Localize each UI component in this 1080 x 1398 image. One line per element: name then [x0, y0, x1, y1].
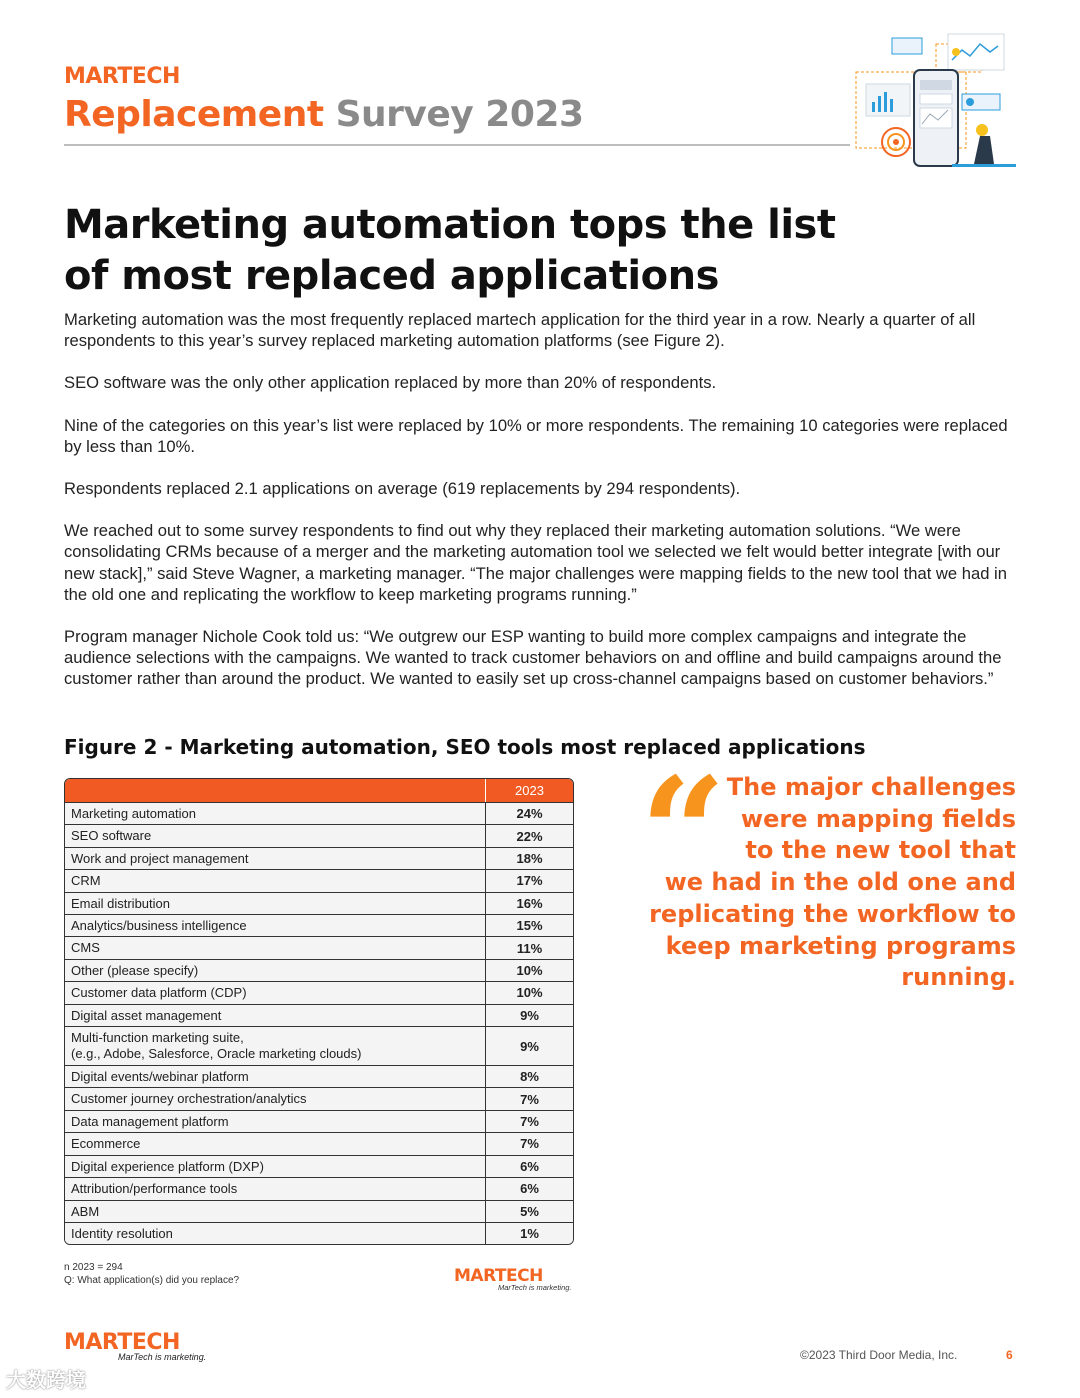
table-row — [65, 1222, 573, 1244]
application-name-text: SEO software — [71, 828, 152, 844]
application-name-text: Customer data platform (CDP) — [71, 985, 247, 1001]
application-name — [65, 803, 486, 824]
sample-size-note: n 2023 = 294 — [64, 1262, 123, 1273]
application-name-text: ABM — [71, 1203, 100, 1219]
replacement-percentage: 24% — [516, 806, 543, 822]
martech-footer-logo — [64, 1330, 207, 1362]
replacement-percentage: 22% — [516, 828, 543, 844]
application-name-text: Customer journey orchestration/analytics — [71, 1091, 307, 1107]
survey-question-note: Q: What application(s) did you replace? — [64, 1275, 240, 1286]
application-name-text: CMS — [71, 940, 100, 956]
pull-quote-line: running. — [901, 963, 1016, 992]
page-heading — [64, 200, 964, 302]
martech-logo-small — [454, 1266, 572, 1292]
replaced-applications-table — [64, 778, 574, 1245]
page-heading-line1: Marketing automation tops the list — [64, 202, 836, 248]
table-row — [65, 1155, 573, 1177]
application-name-text: CRM — [71, 873, 101, 889]
application-name-text: Ecommerce — [71, 1136, 141, 1152]
application-name-text: Digital asset management — [71, 1007, 222, 1023]
application-name-text: Attribution/performance tools — [71, 1181, 238, 1197]
application-name-text: Work and project management — [71, 850, 249, 866]
figure-title: Figure 2 - Marketing automation, SEO tools most replaced applications — [64, 735, 866, 759]
table-row — [65, 1065, 573, 1087]
pull-quote-line: replicating the workflow to — [649, 899, 1016, 928]
table-row — [65, 1110, 573, 1132]
page-heading-line2: of most replaced applications — [64, 253, 719, 299]
replacement-percentage: 7% — [520, 1136, 539, 1152]
application-name-text: Analytics/business intelligence — [71, 918, 247, 934]
table-row — [65, 824, 573, 846]
application-name — [65, 960, 486, 981]
application-name — [65, 1133, 486, 1154]
application-name — [65, 1005, 486, 1026]
replacement-percentage: 16% — [516, 895, 543, 911]
application-name — [65, 915, 486, 936]
table-row — [65, 981, 573, 1003]
table-row — [65, 914, 573, 936]
replacement-percentage: 1% — [520, 1226, 539, 1242]
application-name — [65, 937, 486, 958]
paragraph: We reached out to some survey respondents to find out why they replaced their marketing automation solutions. “We were consolidating CRMs because of a merger and the marketing automation tool we selected we felt would better integrate [with our new stack],” said Steve Wagner, a marketing manager. “The major challenges were mapping fields to the new tool that we had in the old one and replicating the workflow to keep marketing programs running.” — [64, 521, 1007, 604]
replacement-percentage: 5% — [520, 1203, 539, 1219]
page-number: 6 — [1006, 1348, 1013, 1362]
pull-quote-line: we had in the old one and — [664, 868, 1016, 897]
table-header — [65, 779, 573, 802]
paragraph: Respondents replaced 2.1 applications on average (619 replacements by 294 respondents). — [64, 479, 741, 499]
pull-quote-line: were mapping fields — [740, 804, 1016, 833]
table-header-label-cell — [65, 779, 486, 802]
table-row — [65, 802, 573, 824]
marketing-dashboard-illustration — [852, 24, 1022, 170]
replacement-percentage: 9% — [520, 1038, 539, 1054]
header-divider — [64, 144, 850, 146]
application-name-text: Other (please specify) — [71, 962, 199, 978]
report-title — [64, 94, 584, 135]
replacement-percentage: 9% — [520, 1007, 539, 1023]
replacement-percentage: 7% — [520, 1114, 539, 1130]
application-name-text: Multi-function marketing suite, — [71, 1030, 244, 1046]
application-name-text: Identity resolution — [71, 1225, 173, 1241]
replacement-percentage: 17% — [516, 873, 543, 889]
application-name — [65, 848, 486, 869]
application-name — [65, 1066, 486, 1087]
application-name-text: Marketing automation — [71, 806, 197, 821]
table-row — [65, 1004, 573, 1026]
application-name — [65, 1111, 486, 1132]
table-row — [65, 1087, 573, 1109]
pull-quote-line: The major challenges — [726, 773, 1016, 801]
replacement-percentage: 7% — [520, 1091, 539, 1107]
figure-note — [64, 1261, 239, 1287]
martech-footer-wordmark: MARTECH — [64, 1330, 180, 1355]
table-row — [65, 892, 573, 914]
application-name-text: Email distribution — [71, 895, 170, 911]
table-row — [65, 959, 573, 981]
table-row — [65, 1026, 573, 1065]
application-name — [65, 1201, 486, 1222]
application-name — [65, 1027, 486, 1065]
pull-quote-line: keep marketing programs — [665, 931, 1016, 960]
application-name-text: Digital events/webinar platform — [71, 1069, 249, 1085]
replacement-percentage: 11% — [516, 940, 543, 956]
watermark: 大数跨境 — [6, 1370, 86, 1392]
paragraph: SEO software was the only other application replaced by more than 20% of respondents. — [64, 373, 717, 393]
report-title-part1: Replacement — [64, 94, 324, 135]
pull-quote — [640, 772, 1016, 994]
application-name — [65, 1178, 486, 1199]
application-name — [65, 1156, 486, 1177]
application-name — [65, 1223, 486, 1244]
application-name-text: Digital experience platform (DXP) — [71, 1158, 264, 1174]
replacement-percentage: 18% — [516, 851, 543, 867]
quote-mark-icon: “ — [640, 745, 727, 921]
replacement-percentage: 10% — [516, 985, 543, 1001]
table-header-year: 2023 — [515, 783, 544, 798]
martech-logo: MARTECH — [64, 64, 180, 89]
martech-footer-tagline: MarTech is marketing. — [118, 1352, 207, 1362]
application-name — [65, 893, 486, 914]
article-body — [64, 309, 1024, 711]
table-row — [65, 936, 573, 958]
copyright: ©2023 Third Door Media, Inc. — [800, 1348, 958, 1362]
application-name — [65, 825, 486, 846]
table-row — [65, 847, 573, 869]
replacement-percentage: 8% — [520, 1069, 539, 1085]
application-name-detail: (e.g., Adobe, Salesforce, Oracle marketing clouds) — [71, 1046, 362, 1062]
application-name — [65, 870, 486, 891]
table-row — [65, 1200, 573, 1222]
paragraph: Marketing automation was the most frequently replaced martech application for the third year in a row. Nearly a quarter of all respondents to this year’s survey replaced marketing automation platforms (see Figure 2). — [64, 310, 976, 351]
replacement-percentage: 6% — [520, 1158, 539, 1174]
replacement-percentage: 15% — [516, 918, 543, 934]
application-name — [65, 982, 486, 1003]
pull-quote-line: to the new tool that — [745, 836, 1016, 865]
paragraph: Program manager Nichole Cook told us: “We outgrew our ESP wanting to build more complex campaigns and integrate the audience selections with the campaigns. We wanted to track customer behaviors on and offline and build campaigns around the customer rather than around the product. We wanted to easily set up cross-channel campaigns based on customer behaviors.” — [64, 627, 1002, 689]
martech-tagline: MarTech is marketing. — [498, 1283, 572, 1292]
table-row — [65, 869, 573, 891]
paragraph: Nine of the categories on this year’s list were replaced by 10% or more respondents. The remaining 10 categories were replaced by less than 10%. — [64, 415, 1008, 456]
table-row — [65, 1177, 573, 1199]
replacement-percentage: 6% — [520, 1181, 539, 1197]
martech-logo-wordmark: MARTECH — [454, 1266, 543, 1286]
application-name — [65, 1088, 486, 1109]
table-row — [65, 1132, 573, 1154]
replacement-percentage: 10% — [516, 963, 543, 979]
report-title-part2: Survey 2023 — [335, 94, 584, 135]
application-name-text: Data management platform — [71, 1113, 229, 1129]
